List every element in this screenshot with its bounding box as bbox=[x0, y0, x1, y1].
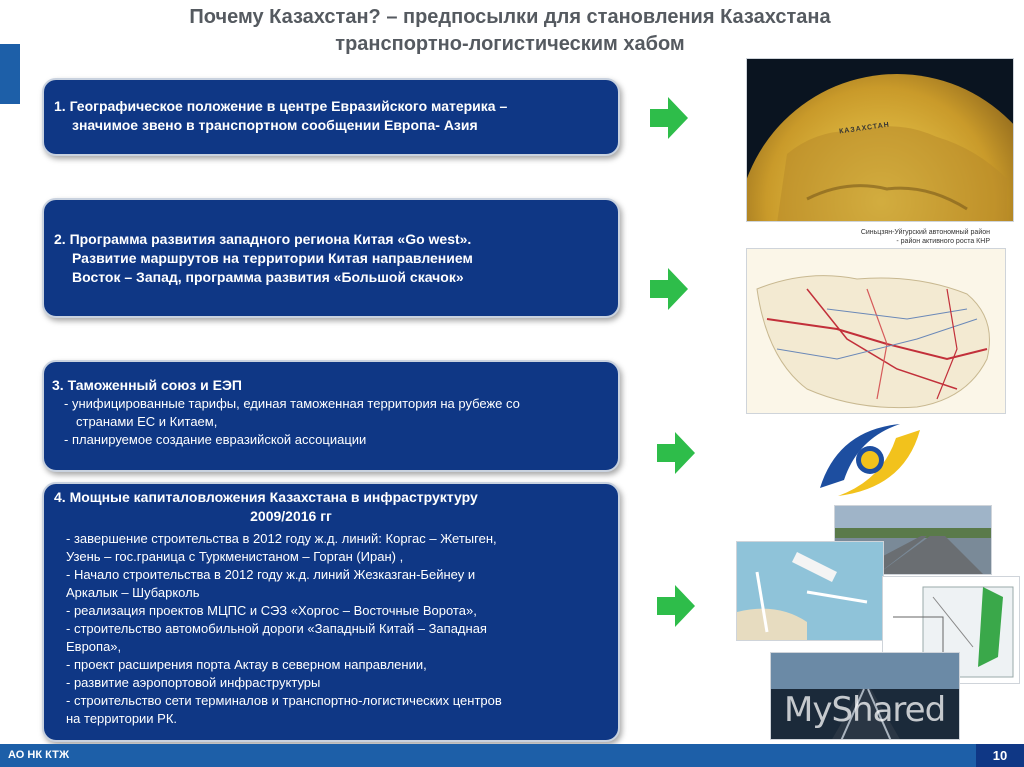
block-3-heading: 3. Таможенный союз и ЕЭП bbox=[52, 377, 242, 393]
block-3-line-3: - планируемое создание евразийской ассоциации bbox=[64, 432, 367, 447]
eurasian-union-emblem-icon bbox=[808, 418, 932, 500]
map-caption-line-2: - район активного роста КНР bbox=[896, 238, 990, 245]
slide-title bbox=[60, 4, 960, 58]
title-line-2: транспортно-логистическим хабом bbox=[335, 33, 685, 55]
block-2-line-1: 2. Программа развития западного региона Китая «Go west». bbox=[54, 231, 472, 247]
block-4-line-11: на территории РК. bbox=[66, 711, 178, 726]
block-4-line-6: - строительство автомобильной дороги «Западный Китай – Западная bbox=[66, 621, 487, 636]
block-3-line-1: - унифицированные тарифы, единая таможенная территория на рубеже со bbox=[64, 396, 520, 411]
block-2-line-3: Восток – Запад, программа развития «Большой скачок» bbox=[72, 269, 464, 285]
block-4-line-8: - проект расширения порта Актау в северном направлении, bbox=[66, 657, 427, 672]
globe-image bbox=[746, 58, 1014, 222]
block-investments bbox=[42, 482, 620, 742]
block-4-line-2: Узень – гос.граница с Туркменистаном – Горган (Иран) , bbox=[66, 549, 404, 564]
block-4-heading-2: 2009/2016 гг bbox=[250, 508, 332, 524]
arrow-right-icon bbox=[650, 268, 688, 310]
block-4-line-7: Европа», bbox=[66, 639, 122, 654]
block-4-line-9: - развитие аэропортовой инфраструктуры bbox=[66, 675, 321, 690]
arrow-right-icon bbox=[650, 97, 688, 139]
map-caption-line-1: Синьцзян-Уйгурский автономный район bbox=[860, 229, 990, 236]
arrow-right-icon bbox=[657, 585, 695, 627]
block-1-line-1: 1. Географическое положение в центре Евразийского материка – bbox=[54, 98, 508, 114]
footer-org: АО НК КТЖ bbox=[8, 749, 70, 761]
port-plan-image bbox=[736, 541, 884, 641]
block-geography bbox=[42, 78, 620, 156]
block-4-heading-1: 4. Мощные капиталовложения Казахстана в инфраструктуру bbox=[54, 489, 478, 505]
globe-label: КАЗАХСТАН bbox=[838, 121, 891, 136]
map-caption bbox=[790, 228, 990, 246]
block-customs-union bbox=[42, 360, 620, 472]
block-4-line-3: - Начало строительства в 2012 году ж.д. линий Жезказган-Бейнеу и bbox=[66, 567, 476, 582]
block-3-line-2: странами ЕС и Китаем, bbox=[76, 414, 218, 429]
page-number: 10 bbox=[976, 744, 1024, 767]
block-4-line-10: - строительство сети терминалов и транспортно-логистических центров bbox=[66, 693, 502, 708]
side-accent-tab bbox=[0, 44, 20, 104]
block-2-line-2: Развитие маршрутов на территории Китая направлением bbox=[72, 250, 473, 266]
watermark-logo: MyShared bbox=[784, 690, 946, 730]
block-4-line-4: Аркалык – Шубарколь bbox=[66, 585, 200, 600]
arrow-right-icon bbox=[657, 432, 695, 474]
title-line-1: Почему Казахстан? – предпосылки для становления Казахстана bbox=[189, 6, 831, 28]
china-route-map-image bbox=[746, 248, 1006, 414]
footer-bar bbox=[0, 744, 1024, 767]
block-1-line-2: значимое звено в транспортном сообщении Европа- Азия bbox=[72, 117, 478, 133]
block-china-program bbox=[42, 198, 620, 318]
block-4-line-1: - завершение строительства в 2012 году ж.д. линий: Коргас – Жетыген, bbox=[66, 531, 497, 546]
block-4-line-5: - реализация проектов МЦПС и СЭЗ «Хоргос – Восточные Ворота», bbox=[66, 603, 477, 618]
